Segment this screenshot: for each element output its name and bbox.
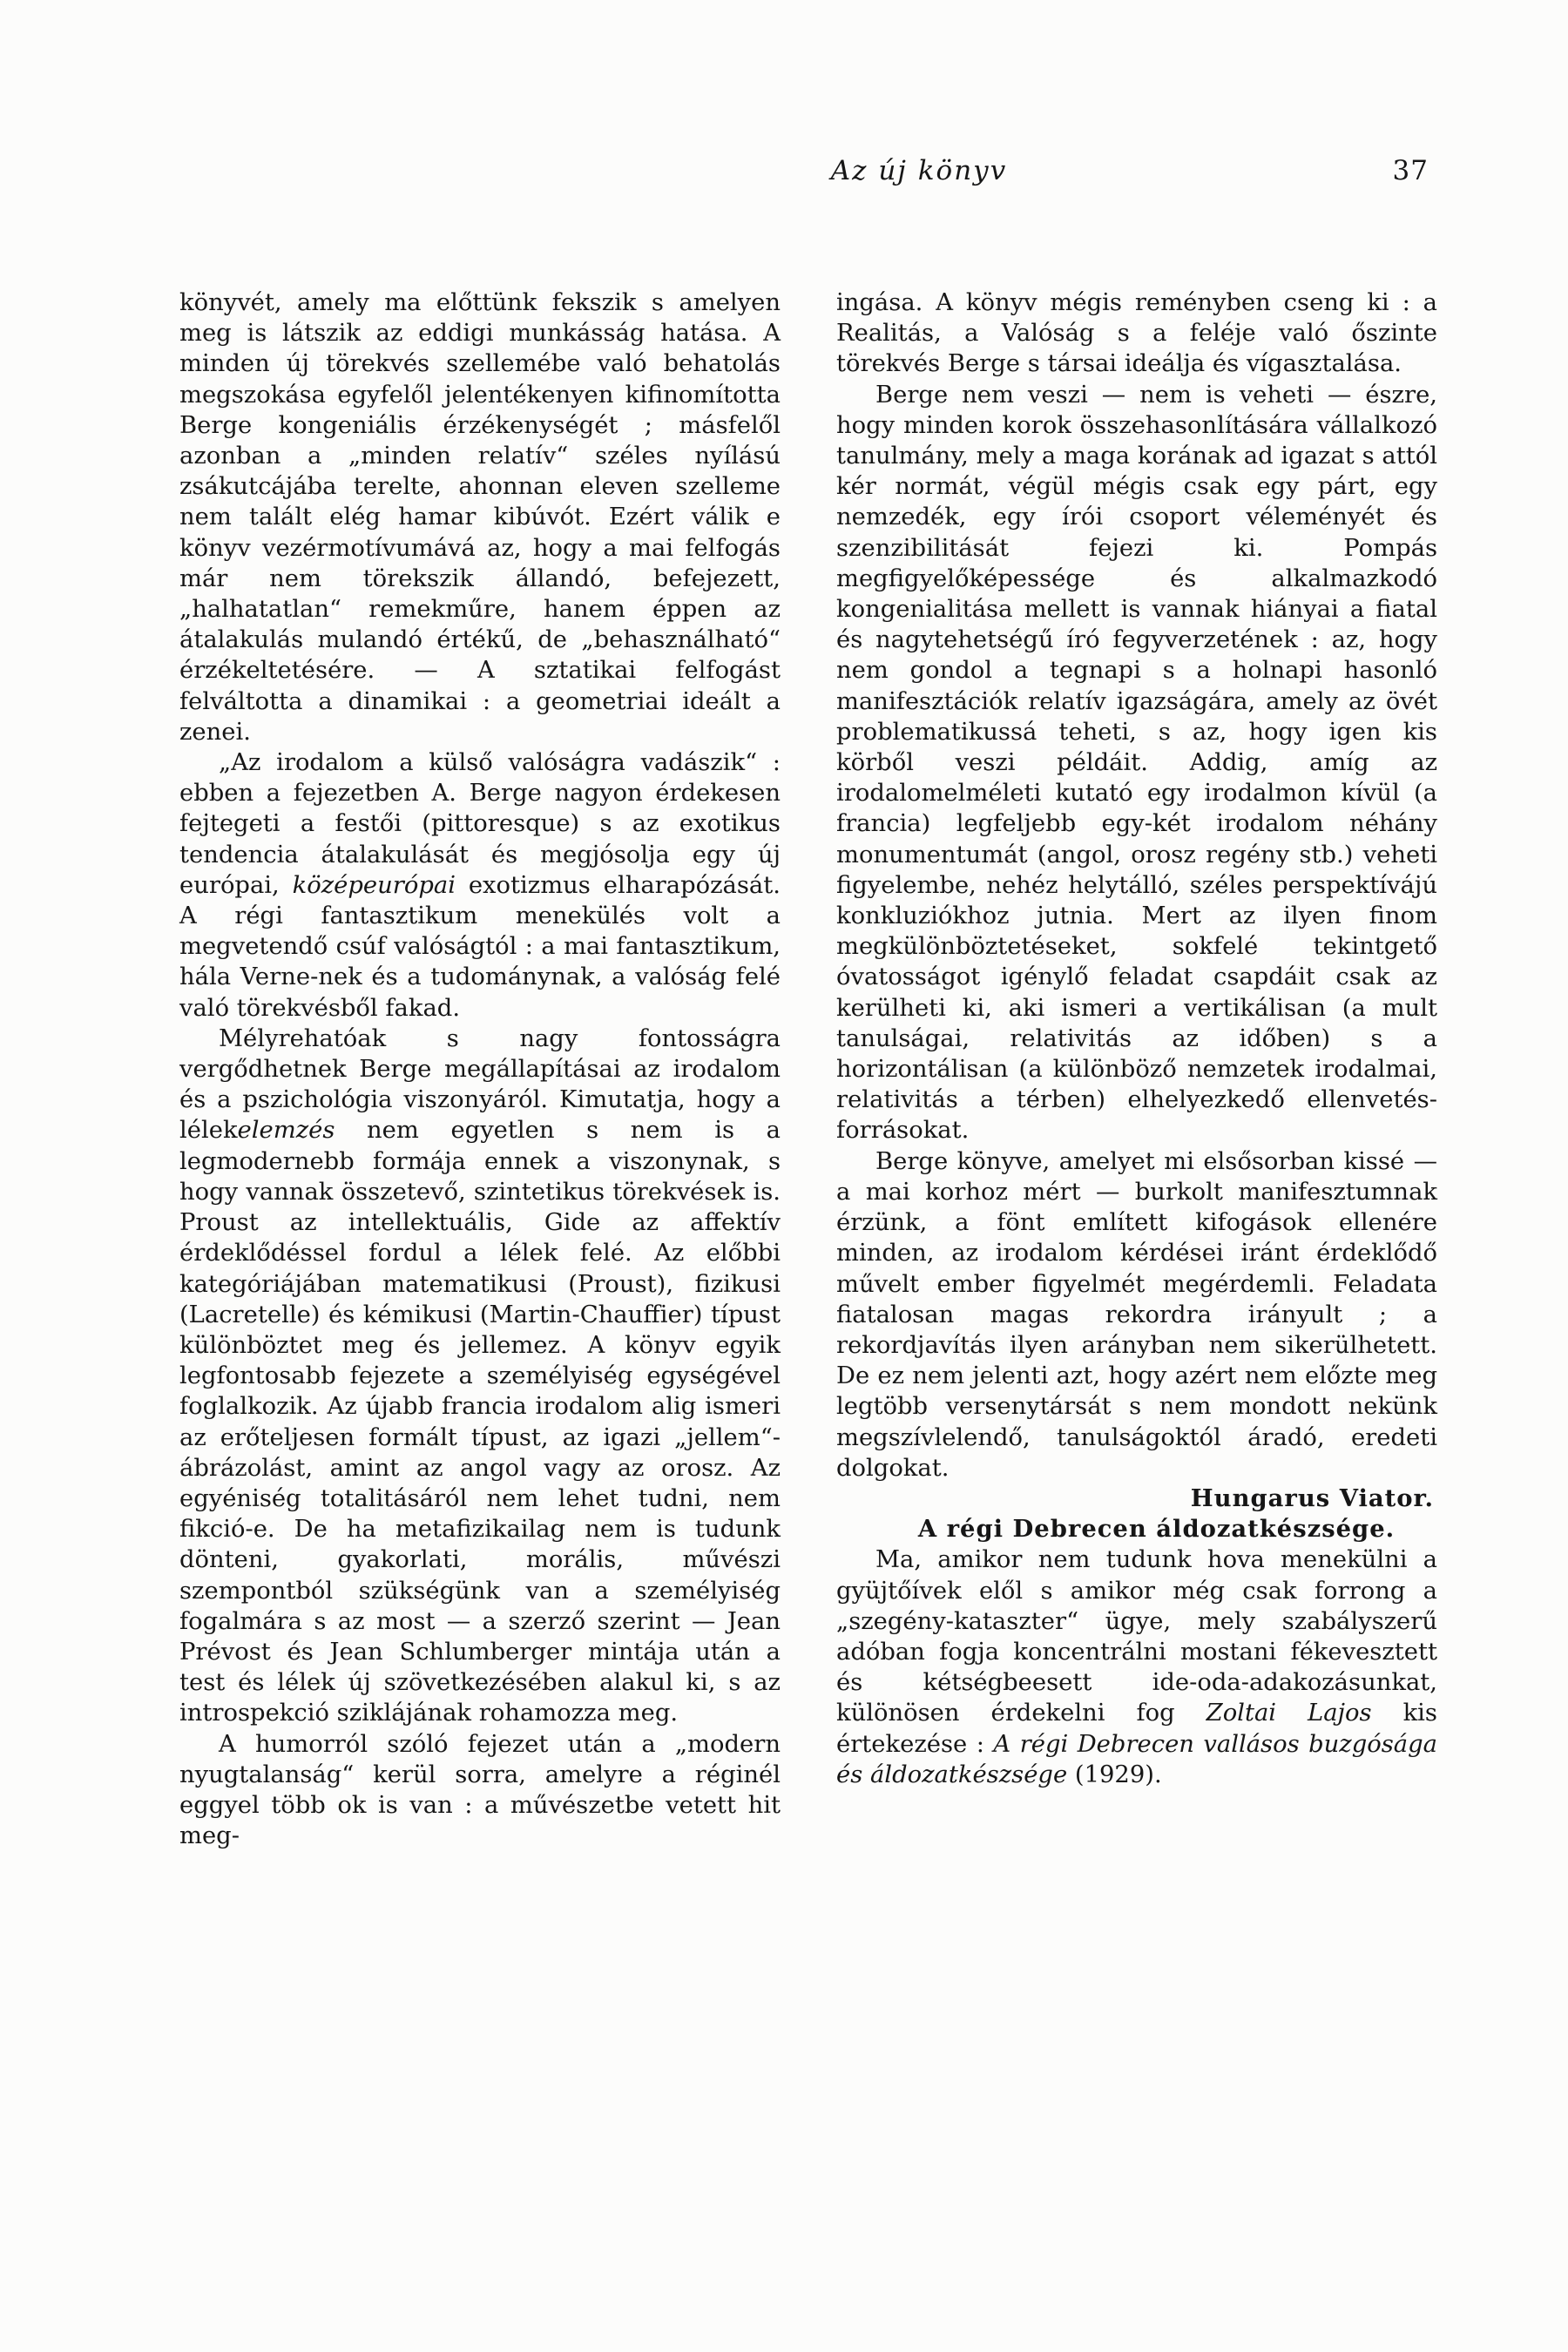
text-run: „Az irodalom a külső valóságra vadászik“ : ebben a fejezetben A. Berge nagyon érdekesen fejtegeti a festői (pittoresque) s az exotikus tendencia átalakulását és megjósolja egy új európai, (179, 749, 781, 899)
paragraph (836, 1544, 1437, 1790)
right-column (836, 287, 1437, 1790)
running-title: Az új könyv (830, 155, 1008, 186)
paragraph: A humorról szóló fejezet után a „modern nyugtalanság“ kerül sorra, amelyre a réginél eggyel több ok is van : a művészetbe vetett hit meg- (179, 1730, 781, 1850)
text-run: Ma, amikor nem tudunk hova menekülni a gyüjtőívek elől s amikor még csak forrong a „szegény-kataszter“ ügye, mely szabályszerű adóban fogja koncentrálni mostani fékevesztett és kétségbeesett ide-oda-adakozásunkat, különösen érdekelni fog (836, 1546, 1437, 1727)
paragraph: Berge nem veszi — nem is veheti — észre, hogy minden korok összehasonlítására vállalkozó tanulmány, mely a maga korának ad igazat s attól kér normát, végül mégis csak egy párt, egy nemzedék, egy írói csoport véleményét és szenzibilitását fejezi ki. Pompás megfigyelőképessége és alkalmazkodó kongenialitása mellett is vannak hiányai a fiatal és nagytehetségű író fegyverzetének : az, hogy nem gondol a tegnapi s a holnapi hasonló manifesztációk relatív igazságára, amely az övét problematikussá teheti, s az, hogy igen kis körből veszi példáit. Addig, amíg az irodalomelméleti kutató egy irodalmon kívül (a francia) legfeljebb egy-két irodalom néhány monumentumát (angol, orosz regény stb.) veheti figyelembe, nehéz helytálló, széles perspektívájú konkluziókhoz jutnia. Mert az ilyen finom megkülönböztetéseket, sokfelé tekintgető óvatosságot igénylő feladat csapdáit csak az kerülheti ki, aki ismeri a vertikálisan (a mult tanulságai, relativitás az időben) s a horizontálisan (a különböző nemzetek irodalmai, relativitás a térben) elhelyezkedő ellenvetés-forrásokat. (836, 381, 1437, 1145)
section-title: A régi Debrecen áldozatkészsége. (917, 1515, 1396, 1544)
text-run: Mélyrehatóak s nagy fontosságra vergődhetnek Berge megállapításai az irodalom és a pszichológia viszonyáról. Kimutatja, hogy a lélek (179, 1024, 781, 1145)
paragraph (179, 747, 781, 1024)
paragraph: ingása. A könyv mégis reményben cseng ki : a Realitás, a Valóság s a feléje való őszinte törekvés Berge s társai ideálja és vígasztalása. (836, 289, 1437, 378)
text-run: kis értekezése : (836, 1700, 1437, 1758)
italic-work-title: A régi Debrecen vallásos buzgósága és áldozatkészsége (836, 1730, 1437, 1788)
italic-term: elemzés (237, 1117, 335, 1145)
paragraph: Berge könyve, amelyet mi elsősorban kissé — a mai korhoz mért — burkolt manifesztumnak érzünk, a fönt említett kifogások ellenére minden, az irodalom kérdései iránt érdeklődő művelt ember figyelmét megérdemli. Feladata fiatalosan magas rekordra irányult ; a rekordjavítás ilyen arányban nem sikerülhetett. De ez nem jelenti azt, hogy azért nem előzte meg legtöbb versenytársát s nem mondott nekünk megszívlelendő, tanulságoktól áradó, eredeti dolgokat. (836, 1147, 1437, 1482)
author-signature: Hungarus Viator. (1190, 1484, 1434, 1512)
paragraph: könyvét, amely ma előttünk fekszik s amelyen meg is látszik az eddigi munkásság hatása. A minden új törekvés szellemébe való behatolás megszokása egyfelől jelentékenyen kifinomította Berge kongeniális érzékenységét ; másfelől azonban a „minden relatív“ széles nyílású zsákutcájába terelte, ahonnan eleven szelleme nem talált elég hamar kibúvót. Ezért válik e könyv vezérmotívumává az, hogy a mai felfogás már nem törekszik állandó, befejezett, „halhatatlan“ remekműre, hanem éppen az átalakulás mulandó értékű, de „behasználható“ érzékeltetésére. — A sztatikai felfogást felváltotta a dinamikai : a geometriai ideált a zenei. (179, 289, 781, 746)
italic-term: középeurópai (292, 871, 456, 899)
left-column (179, 287, 781, 1851)
running-header (174, 155, 1429, 199)
text-run: nem egyetlen s nem is a legmodernebb formája ennek a viszonynak, s hogy vannak összetevő, szintetikus törekvések is. Proust az intellektuális, Gide az affektív érdeklődéssel fordul a lélek felé. Az előbbi kategóriájában matematikusi (Proust), fizikusi (Lacretelle) és kémikusi (Martin-Chauffier) típust különböztet meg és jellemez. A könyv egyik legfontosabb fejezete a személyiség egységével foglalkozik. Az újabb francia irodalom alig ismeri az erőteljesen formált típust, az igazi „jellem“-ábrázolást, amint az angol vagy az orosz. Az egyéniség totalitásáról nem lehet tudni, nem fikció-e. De ha metafizikailag nem is tudunk dönteni, gyakorlati, morális, művészi szempontból szükségünk van a személyiség fogalmára s az most — a szerző szerint — Jean Prévost és Jean Schlumberger mintája után a test és lélek új szövetkezésében alakul ki, s az introspekció sziklájának rohamozza meg. (179, 1117, 781, 1727)
text-run: (1929). (1074, 1761, 1162, 1788)
page-number: 37 (1392, 155, 1429, 186)
paragraph (179, 1024, 781, 1729)
italic-author: Zoltai Lajos (1206, 1700, 1372, 1727)
text-run: exotizmus elharapózását. A régi fantasztikum menekülés volt a megvetendő csúf valóságtól : a mai fantasztikum, hála Verne-nek és a tudománynak, a valóság felé való törekvésből fakad. (179, 871, 781, 1022)
